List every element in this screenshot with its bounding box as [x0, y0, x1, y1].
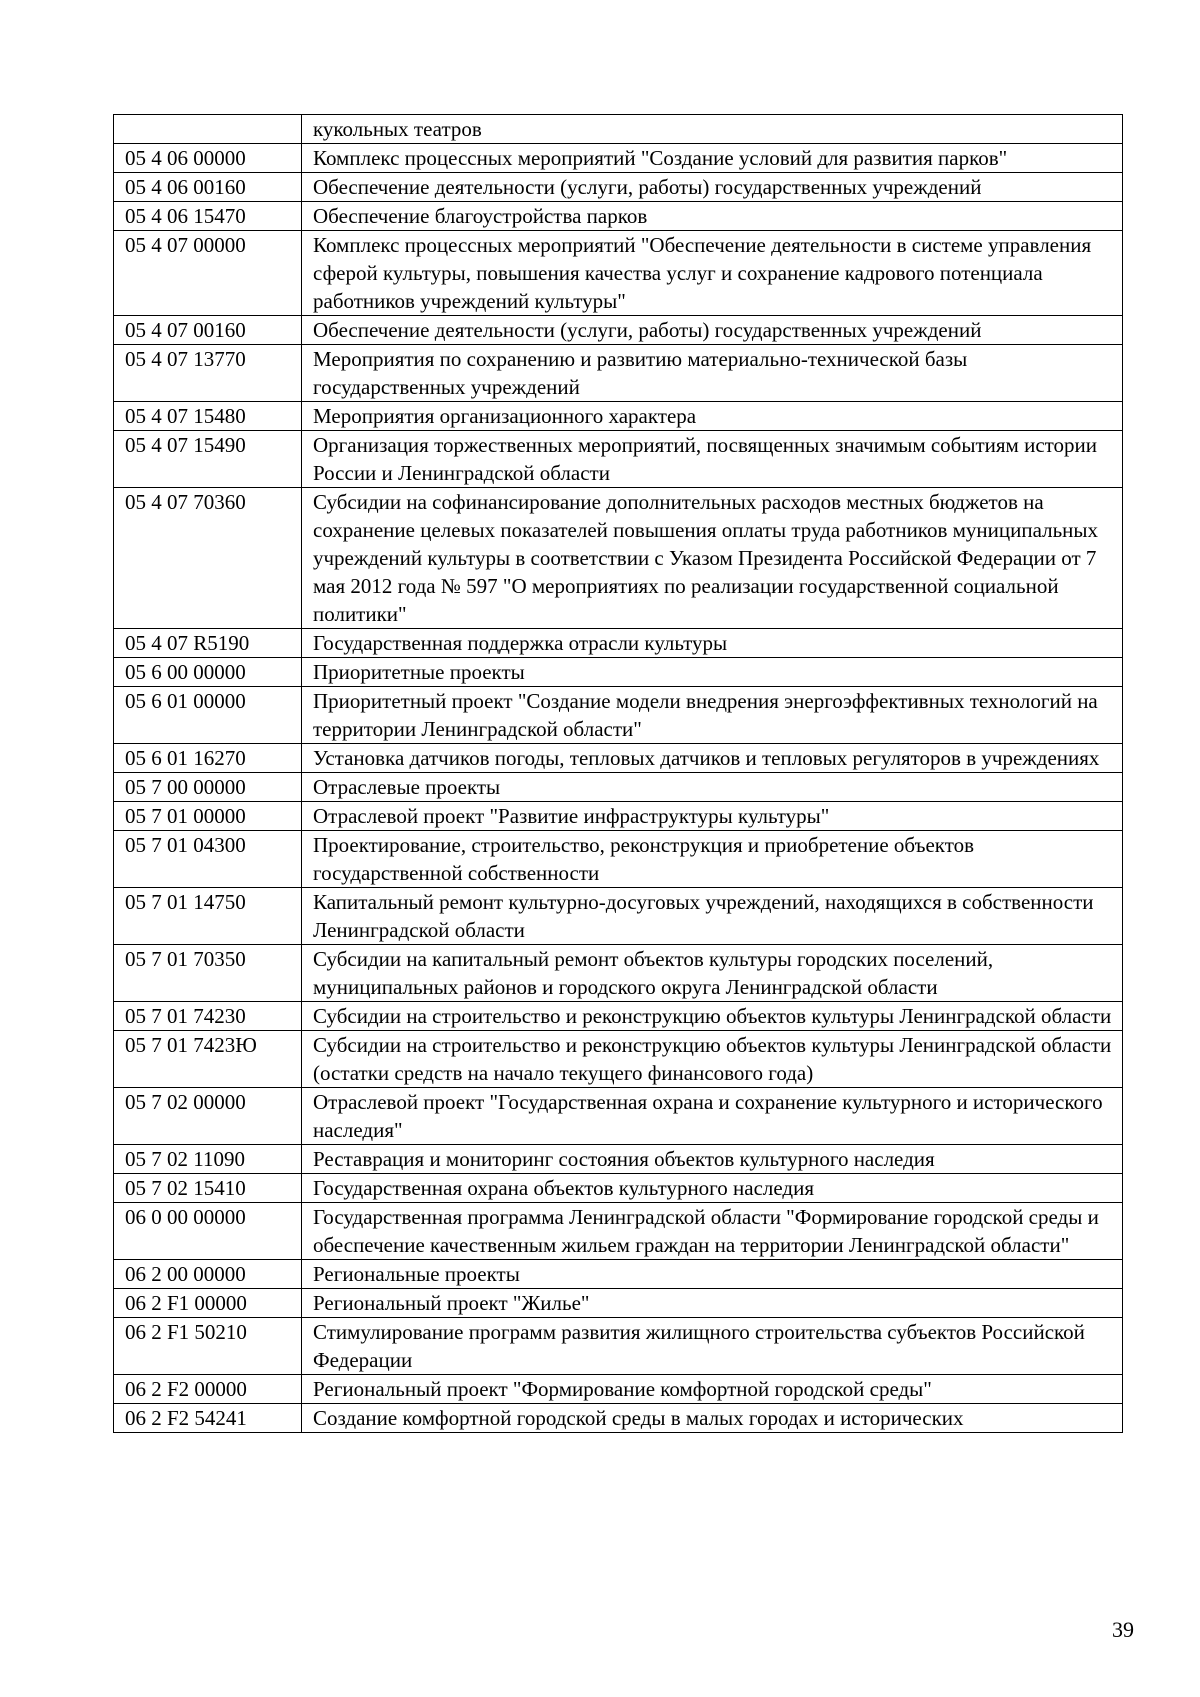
code-cell: 05 4 07 70360	[114, 488, 302, 629]
table-row	[114, 1289, 1123, 1318]
code-cell: 05 4 07 00160	[114, 316, 302, 345]
code-cell: 06 2 F1 50210	[114, 1318, 302, 1375]
table-row	[114, 1318, 1123, 1375]
description-cell: Государственная программа Ленинградской области "Формирование городской среды и обеспечение качественным жильем граждан на территории Ленинградской области"	[302, 1203, 1123, 1260]
code-cell: 05 4 07 13770	[114, 345, 302, 402]
table-row	[114, 231, 1123, 316]
description-cell: Субсидии на софинансирование дополнительных расходов местных бюджетов на сохранение целевых показателей повышения оплаты труда работников муниципальных учреждений культуры в соответствии с Указом Президента Российской Федерации от 7 мая 2012 года № 597 "О мероприятиях по реализации государственной социальной политики"	[302, 488, 1123, 629]
table-row	[114, 802, 1123, 831]
table-row	[114, 1088, 1123, 1145]
description-cell: Отраслевые проекты	[302, 773, 1123, 802]
description-cell: Установка датчиков погоды, тепловых датчиков и тепловых регуляторов в учреждениях	[302, 744, 1123, 773]
description-cell: кукольных театров	[302, 115, 1123, 144]
code-cell: 05 7 01 04300	[114, 831, 302, 888]
table-row	[114, 402, 1123, 431]
table-row	[114, 488, 1123, 629]
code-cell: 05 4 06 00160	[114, 173, 302, 202]
description-cell: Субсидии на строительство и реконструкцию объектов культуры Ленинградской области (остатки средств на начало текущего финансового года)	[302, 1031, 1123, 1088]
table-row	[114, 202, 1123, 231]
table-row	[114, 1031, 1123, 1088]
table-row	[114, 888, 1123, 945]
description-cell: Государственная поддержка отрасли культуры	[302, 629, 1123, 658]
budget-classification-table	[113, 114, 1123, 1433]
description-cell: Отраслевой проект "Государственная охрана и сохранение культурного и исторического наследия"	[302, 1088, 1123, 1145]
table-row	[114, 1260, 1123, 1289]
description-cell: Субсидии на капитальный ремонт объектов культуры городских поселений, муниципальных районов и городского округа Ленинградской области	[302, 945, 1123, 1002]
table-row	[114, 1002, 1123, 1031]
code-cell: 05 7 02 11090	[114, 1145, 302, 1174]
table-row	[114, 658, 1123, 687]
code-cell: 05 6 00 00000	[114, 658, 302, 687]
description-cell: Стимулирование программ развития жилищного строительства субъектов Российской Федерации	[302, 1318, 1123, 1375]
description-cell: Мероприятия по сохранению и развитию материально-технической базы государственных учреждений	[302, 345, 1123, 402]
table-row	[114, 115, 1123, 144]
description-cell: Создание комфортной городской среды в малых городах и исторических	[302, 1404, 1123, 1433]
code-cell: 06 0 00 00000	[114, 1203, 302, 1260]
table-row	[114, 1375, 1123, 1404]
code-cell: 05 7 01 70350	[114, 945, 302, 1002]
table-row	[114, 316, 1123, 345]
description-cell: Организация торжественных мероприятий, посвященных значимым событиям истории России и Ленинградской области	[302, 431, 1123, 488]
table-row	[114, 1203, 1123, 1260]
description-cell: Обеспечение деятельности (услуги, работы) государственных учреждений	[302, 316, 1123, 345]
code-cell: 06 2 00 00000	[114, 1260, 302, 1289]
table-body	[114, 115, 1123, 1433]
table-row	[114, 945, 1123, 1002]
code-cell: 05 7 00 00000	[114, 773, 302, 802]
description-cell: Региональный проект "Формирование комфортной городской среды"	[302, 1375, 1123, 1404]
code-cell: 05 6 01 00000	[114, 687, 302, 744]
code-cell: 05 4 06 00000	[114, 144, 302, 173]
code-cell: 06 2 F2 00000	[114, 1375, 302, 1404]
description-cell: Государственная охрана объектов культурного наследия	[302, 1174, 1123, 1203]
code-cell: 05 7 02 00000	[114, 1088, 302, 1145]
code-cell: 05 4 06 15470	[114, 202, 302, 231]
description-cell: Комплекс процессных мероприятий "Создание условий для развития парков"	[302, 144, 1123, 173]
table-row	[114, 345, 1123, 402]
table-row	[114, 773, 1123, 802]
description-cell: Региональные проекты	[302, 1260, 1123, 1289]
table-row	[114, 687, 1123, 744]
code-cell: 05 4 07 R5190	[114, 629, 302, 658]
code-cell: 05 7 01 00000	[114, 802, 302, 831]
code-cell: 05 4 07 15480	[114, 402, 302, 431]
table-row	[114, 1174, 1123, 1203]
description-cell: Обеспечение благоустройства парков	[302, 202, 1123, 231]
table-row	[114, 431, 1123, 488]
description-cell: Комплекс процессных мероприятий "Обеспечение деятельности в системе управления сферой культуры, повышения качества услуг и сохранение кадрового потенциала работников учреждений культуры"	[302, 231, 1123, 316]
description-cell: Отраслевой проект "Развитие инфраструктуры культуры"	[302, 802, 1123, 831]
code-cell: 05 4 07 15490	[114, 431, 302, 488]
table-row	[114, 144, 1123, 173]
description-cell: Региональный проект "Жилье"	[302, 1289, 1123, 1318]
description-cell: Субсидии на строительство и реконструкцию объектов культуры Ленинградской области	[302, 1002, 1123, 1031]
table-row	[114, 1404, 1123, 1433]
description-cell: Капитальный ремонт культурно-досуговых учреждений, находящихся в собственности Ленинградской области	[302, 888, 1123, 945]
code-cell: 06 2 F2 54241	[114, 1404, 302, 1433]
code-cell: 05 7 01 74230	[114, 1002, 302, 1031]
table-row	[114, 173, 1123, 202]
description-cell: Мероприятия организационного характера	[302, 402, 1123, 431]
code-cell: 05 4 07 00000	[114, 231, 302, 316]
table-row	[114, 744, 1123, 773]
table-row	[114, 1145, 1123, 1174]
table-row	[114, 831, 1123, 888]
description-cell: Реставрация и мониторинг состояния объектов культурного наследия	[302, 1145, 1123, 1174]
code-cell: 05 6 01 16270	[114, 744, 302, 773]
code-cell	[114, 115, 302, 144]
code-cell: 05 7 01 14750	[114, 888, 302, 945]
description-cell: Проектирование, строительство, реконструкция и приобретение объектов государственной собственности	[302, 831, 1123, 888]
code-cell: 05 7 01 7423Ю	[114, 1031, 302, 1088]
page-number: 39	[1112, 1617, 1134, 1642]
code-cell: 05 7 02 15410	[114, 1174, 302, 1203]
description-cell: Обеспечение деятельности (услуги, работы) государственных учреждений	[302, 173, 1123, 202]
description-cell: Приоритетный проект "Создание модели внедрения энергоэффективных технологий на территории Ленинградской области"	[302, 687, 1123, 744]
table-row	[114, 629, 1123, 658]
code-cell: 06 2 F1 00000	[114, 1289, 302, 1318]
description-cell: Приоритетные проекты	[302, 658, 1123, 687]
